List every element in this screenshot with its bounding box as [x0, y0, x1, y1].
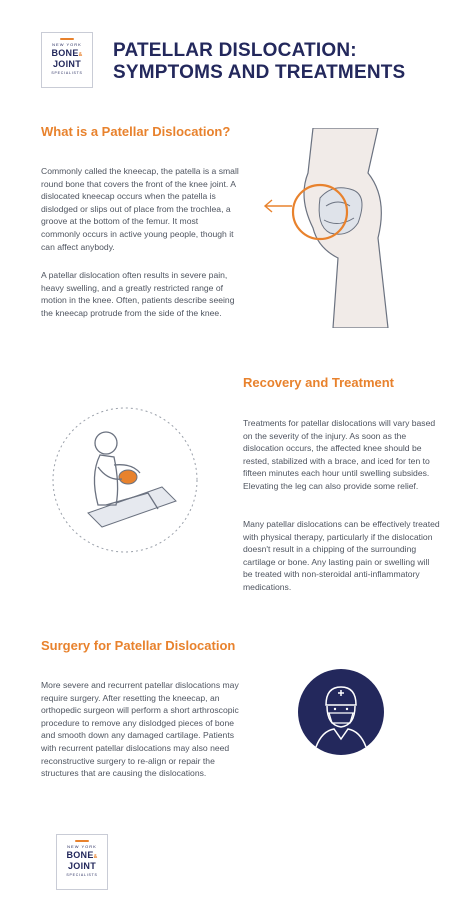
logo-bottom	[56, 834, 108, 890]
section-heading-what-is: What is a Patellar Dislocation?	[41, 124, 231, 139]
logo-mark-icon	[60, 38, 74, 40]
title-line-2: SYMPTOMS AND TREATMENTS	[113, 62, 406, 83]
section1-paragraph-1: Commonly called the kneecap, the patella is a small round bone that covers the front of the knee joint. A dislocated kneecap occurs when the patella is dislodged or slips out of place from the trochlea, a groove at the bottom of the femur. It most commonly occurs in active young people, though it can affect anybody.	[41, 166, 239, 252]
section-heading-surgery: Surgery for Patellar Dislocation	[41, 638, 236, 653]
section-heading-recovery: Recovery and Treatment	[243, 375, 395, 390]
logo-mark-icon	[75, 840, 89, 842]
section3-paragraph-1: More severe and recurrent patellar dislocations may require surgery. After resetting the kneecap, an orthopedic surgeon will perform a short arthroscopic procedure to remove any dislodged pieces of bone and smooth down any damaged cartilage. Patients with recurrent patellar dislocations may also need reconstructive surgery to re-align or repair the structures that are causing the dislocations.	[41, 680, 239, 779]
sitting-patient-icon	[50, 405, 200, 555]
logo-bone: BONE&	[66, 850, 98, 860]
logo-top	[41, 32, 93, 88]
logo-bone: BONE&	[51, 48, 83, 58]
surgeon-icon	[298, 669, 384, 755]
title-line-1: PATELLAR DISLOCATION:	[113, 40, 357, 61]
section2-paragraph-1: Treatments for patellar dislocations will vary based on the severity of the injury. As soon as the dislocation occurs, the affected knee should be rested, stabilized with a brace, and iced for ten to fifteen minutes each hour until swelling subsides. Elevating the leg can also provide some relief.	[243, 418, 436, 491]
page-title	[113, 40, 405, 84]
knee-illustration-icon	[258, 128, 418, 328]
logo-joint: JOINT	[52, 59, 81, 69]
logo-bottom-line: SPECIALISTS	[66, 873, 98, 877]
section1-paragraph-2: A patellar dislocation often results in severe pain, heavy swelling, and a greatly restricted range of motion in the knee. Often, patients describe seeing the kneecap protrude from the side of the knee.	[41, 270, 235, 318]
logo-bottom-line: SPECIALISTS	[51, 71, 83, 75]
logo-top-line: NEW YORK	[67, 844, 97, 849]
section2-paragraph-2: Many patellar dislocations can be effectively treated with physical therapy, particularly if the dislocation doesn't result in a chipping of the surrounding cartilage or bone. Any lasting pain or swelling will be treated with non-steroidal anti-inflammatory medications.	[243, 519, 440, 592]
logo-top-line: NEW YORK	[52, 42, 82, 47]
logo-joint: JOINT	[67, 861, 96, 871]
